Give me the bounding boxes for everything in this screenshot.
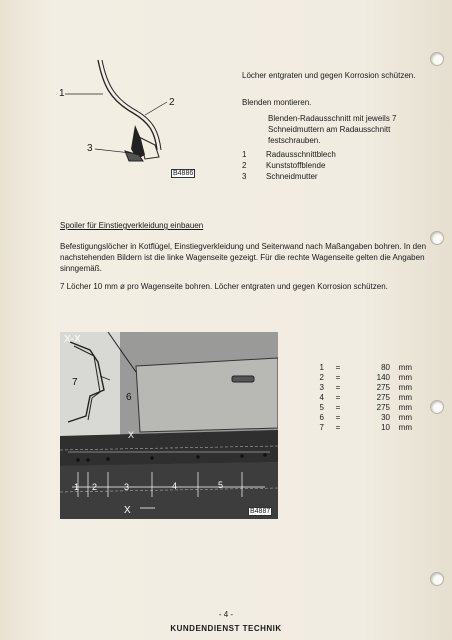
step-mount-trim-detail: Blenden-Radausschnitt mit jeweils 7 Schneidmuttern am Radausschnitt festschrauben. bbox=[268, 114, 397, 145]
figure1-callout-3: 3 bbox=[87, 143, 93, 154]
footer-title: KUNDENDIENST TECHNIK bbox=[170, 624, 282, 633]
wheel-arch-drawing bbox=[55, 55, 235, 185]
dim-value: 275 bbox=[376, 383, 390, 392]
dimension-row bbox=[306, 383, 412, 393]
figure-wheel-arch-section bbox=[55, 55, 235, 185]
dim-number: 5 bbox=[319, 403, 324, 412]
dimension-row bbox=[306, 423, 412, 433]
figure1-callout-2: 2 bbox=[169, 97, 175, 108]
figure1-code: B4886 bbox=[173, 170, 194, 177]
dimension-row bbox=[306, 373, 412, 383]
dim-callout-1: 1 bbox=[74, 482, 80, 492]
dim-unit: mm bbox=[398, 393, 412, 402]
dim-unit: mm bbox=[398, 423, 412, 432]
legend-row bbox=[242, 171, 336, 182]
section-label-bottom: X bbox=[124, 505, 131, 516]
dim-number: 1 bbox=[319, 363, 324, 372]
legend-label: Schneidmutter bbox=[266, 172, 318, 181]
punch-hole bbox=[430, 400, 444, 414]
dim-callout-6: 6 bbox=[126, 392, 132, 403]
dimension-row bbox=[306, 403, 412, 413]
step-mount-trim: Blenden montieren. bbox=[242, 98, 312, 107]
dim-value: 10 bbox=[381, 423, 390, 432]
legend-number: 3 bbox=[242, 172, 247, 181]
section-arrow-label: X bbox=[128, 430, 135, 440]
dim-equals: = bbox=[335, 383, 341, 392]
dim-value: 80 bbox=[381, 363, 390, 372]
dimension-row bbox=[306, 413, 412, 423]
dim-value: 30 bbox=[381, 413, 390, 422]
dim-unit: mm bbox=[398, 413, 412, 422]
legend-row bbox=[242, 160, 336, 171]
punch-hole bbox=[430, 572, 444, 586]
dim-callout-5: 5 bbox=[218, 480, 224, 490]
dim-equals: = bbox=[335, 373, 341, 382]
dim-value: 275 bbox=[376, 393, 390, 402]
intro-instruction: Löcher entgraten und gegen Korrosion schützen. bbox=[242, 71, 416, 80]
dim-number: 3 bbox=[319, 383, 324, 392]
dimension-table bbox=[306, 363, 412, 433]
dimension-row bbox=[306, 393, 412, 403]
dim-equals: = bbox=[335, 393, 341, 402]
dim-unit: mm bbox=[398, 383, 412, 392]
figure1-callout-1: 1 bbox=[59, 88, 65, 99]
legend-label: Radausschnittblech bbox=[266, 150, 336, 159]
dim-number: 6 bbox=[319, 413, 324, 422]
legend-number: 2 bbox=[242, 161, 247, 170]
page-number: - 4 - bbox=[218, 610, 234, 619]
punch-hole bbox=[430, 52, 444, 66]
dim-unit: mm bbox=[398, 403, 412, 412]
figure1-legend bbox=[242, 149, 336, 182]
dim-equals: = bbox=[335, 413, 341, 422]
dim-unit: mm bbox=[398, 373, 412, 382]
dim-equals: = bbox=[335, 423, 341, 432]
figure-sill-drilling-photo bbox=[60, 332, 278, 519]
section-label-top: X-X bbox=[64, 334, 81, 345]
dim-number: 4 bbox=[319, 393, 324, 402]
dim-callout-4: 4 bbox=[172, 481, 178, 491]
dim-value: 140 bbox=[376, 373, 390, 382]
legend-label: Kunststoffblende bbox=[266, 161, 326, 170]
dim-equals: = bbox=[335, 403, 341, 412]
dim-unit: mm bbox=[398, 363, 412, 372]
figure2-code: B4887 bbox=[250, 508, 271, 515]
dim-callout-2: 2 bbox=[92, 482, 98, 492]
dim-number: 7 bbox=[319, 423, 324, 432]
dimension-row bbox=[306, 363, 412, 373]
dim-value: 275 bbox=[376, 403, 390, 412]
dim-equals: = bbox=[335, 363, 341, 372]
dim-callout-7: 7 bbox=[72, 377, 78, 388]
dim-number: 2 bbox=[319, 373, 324, 382]
punch-hole bbox=[430, 231, 444, 245]
dim-callout-3: 3 bbox=[124, 482, 130, 492]
section-title: Spoiler für Einstiegverkleidung einbauen bbox=[60, 221, 204, 230]
instruction-paragraph: Befestigungslöcher in Kotflügel, Einstiegverkleidung und Seitenwand nach Maßangaben bohren. In den nachstehenden Bildern ist die linke Wagenseite gezeigt. Für die rechte Wagenseite gelten die Angaben sinngemäß. bbox=[60, 242, 427, 273]
legend-number: 1 bbox=[242, 150, 247, 159]
legend-row bbox=[242, 149, 336, 160]
drilling-instruction: 7 Löcher 10 mm ø pro Wagenseite bohren. Löcher entgraten und gegen Korrosion schützen. bbox=[60, 282, 388, 291]
